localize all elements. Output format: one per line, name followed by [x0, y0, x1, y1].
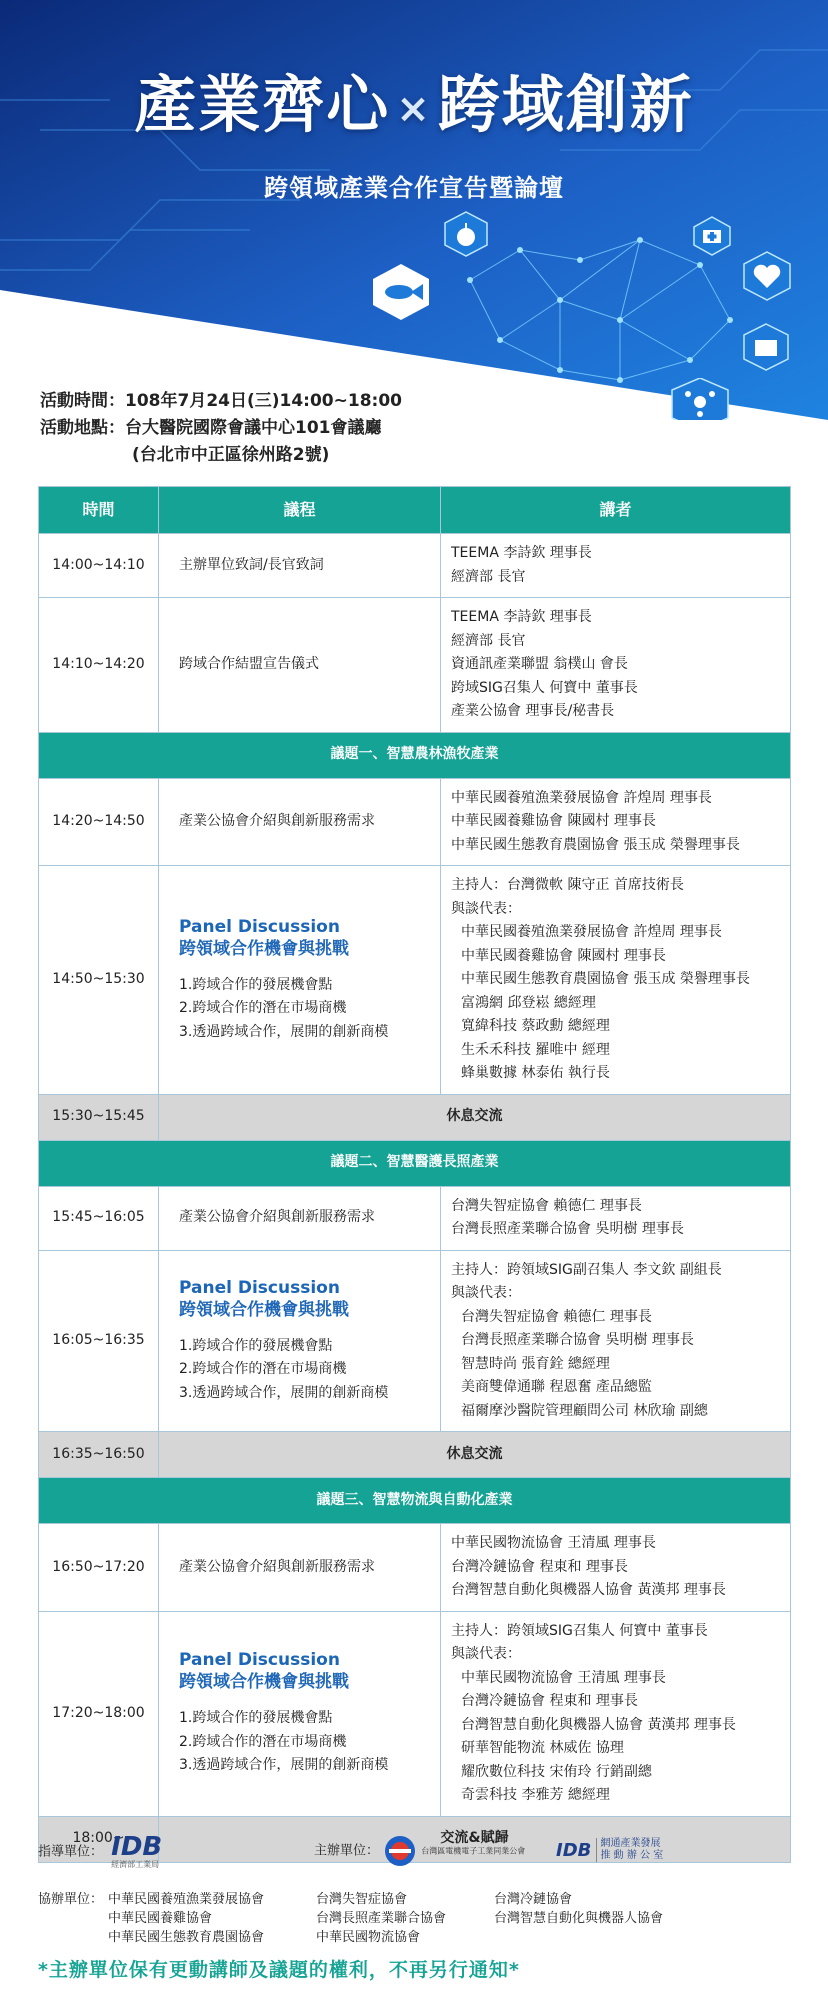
hero-banner	[0, 0, 828, 420]
row-time: 14:50~15:30	[39, 866, 159, 1095]
row-time: 14:10~14:20	[39, 598, 159, 733]
row-time: 16:50~17:20	[39, 1524, 159, 1612]
row-time: 14:00~14:10	[39, 534, 159, 598]
panel-title-zh: 跨領域合作機會與挑戰	[179, 1672, 349, 1693]
speaker: 產業公協會 理事長/秘書長	[451, 703, 615, 719]
section-title: 議題三、智慧物流與自動化產業	[39, 1478, 791, 1524]
host-label: 主辦單位：	[314, 1843, 380, 1859]
row-time: 18:00~	[39, 1816, 159, 1862]
table-row	[39, 598, 791, 733]
co-org: 中華民國物流協會	[316, 1930, 421, 1945]
row-time: 16:35~16:50	[39, 1432, 159, 1478]
co-org: 台灣冷鏈協會	[494, 1892, 573, 1907]
header-time: 時間	[39, 487, 159, 534]
panel-item: 1.跨域合作的發展機會點	[179, 976, 333, 993]
row-time: 16:05~16:35	[39, 1250, 159, 1432]
panelist: 美商雙偉通聯 程恩奮 產品總監	[461, 1379, 652, 1395]
section-row	[39, 732, 791, 778]
table-row	[39, 778, 791, 866]
row-time: 17:20~18:00	[39, 1611, 159, 1816]
panel-items	[179, 974, 439, 1045]
co-org: 台灣智慧自動化與機器人協會	[494, 1911, 664, 1926]
speaker: 經濟部 長官	[451, 568, 526, 585]
event-place-label: 活動地點：	[40, 418, 125, 438]
speaker: 台灣失智症協會 賴德仁 理事長	[451, 1197, 642, 1214]
speaker: 台灣智慧自動化與機器人協會 黃漢邦 理事長	[451, 1582, 726, 1598]
speaker: 中華民國養殖漁業發展協會 許煌周 理事長	[451, 789, 712, 806]
guide-unit	[38, 1834, 162, 1870]
table-row	[39, 1524, 791, 1612]
panel-host: 主持人：台灣微軟 陳守正 首席技術長	[451, 877, 684, 893]
speaker: TEEMA 李詩欽 理事長	[451, 545, 592, 561]
medical-kit-icon	[690, 215, 734, 257]
row-speakers	[441, 1186, 791, 1250]
section-title: 議題二、智慧醫護長照產業	[39, 1140, 791, 1186]
host-org: 台灣區電機電子工業同業公會	[421, 1846, 526, 1856]
panel-title-zh: 跨領域合作機會與挑戰	[179, 938, 349, 959]
row-time: 15:45~16:05	[39, 1186, 159, 1250]
panel-item: 1.跨域合作的發展機會點	[179, 1337, 333, 1354]
co-org: 中華民國養殖漁業發展協會	[108, 1892, 265, 1907]
panelist: 台灣長照產業聯合協會 吳明樹 理事長	[461, 1332, 694, 1348]
speaker: 台灣長照產業聯合協會 吳明樹 理事長	[451, 1221, 684, 1237]
panel-items	[179, 1335, 439, 1406]
panelists-label: 與談代表：	[451, 1285, 521, 1301]
row-topic: 主辦單位致詞/長官致詞	[159, 534, 441, 598]
section-title: 議題一、智慧農林漁牧產業	[39, 732, 791, 778]
panel-title-en: Panel Discussion	[179, 916, 340, 937]
event-place-value: 台大醫院國際會議中心101會議廳	[125, 418, 382, 438]
table-header-row	[39, 487, 791, 534]
dept-name-line2: 推 動 辦 公 室	[600, 1850, 664, 1861]
fish-icon	[369, 262, 433, 322]
panelist: 中華民國生態教育農園協會 張玉成 榮譽理事長	[461, 971, 750, 987]
panel-row	[39, 1611, 791, 1816]
break-row	[39, 1094, 791, 1140]
section-row	[39, 1140, 791, 1186]
hero-title-left: 產業齊心	[134, 68, 391, 141]
panel-items	[179, 1707, 439, 1778]
hero-subtitle: 跨領域產業合作宣告暨論壇	[264, 174, 564, 202]
row-speakers	[441, 778, 791, 866]
panelist: 耀欣數位科技 宋侑玲 行銷副總	[461, 1763, 652, 1780]
dept-logo: IDB	[556, 1839, 592, 1861]
panel-topic	[159, 1250, 441, 1432]
panel-item: 2.跨域合作的潛在市場商機	[179, 1000, 347, 1016]
header-agenda: 議程	[159, 487, 441, 534]
panel-host: 主持人：跨領域SIG副召集人 李文欽 副組長	[451, 1261, 722, 1278]
event-time	[40, 388, 402, 415]
speaker: 台灣冷鏈協會 程東和 理事長	[451, 1558, 628, 1575]
panel-row	[39, 866, 791, 1095]
panel-title-en: Panel Discussion	[179, 1650, 340, 1671]
break-row	[39, 1432, 791, 1478]
row-speakers	[441, 598, 791, 733]
hero-title	[0, 55, 828, 144]
panelist: 台灣冷鏈協會 程東和 理事長	[461, 1693, 638, 1709]
hero-title-right: 跨域創新	[437, 68, 694, 141]
box-icon	[740, 322, 792, 372]
speaker: 資通訊產業聯盟 翁樸山 會長	[451, 656, 628, 672]
break-label: 交流&賦歸	[159, 1816, 791, 1862]
idb-logo	[111, 1834, 162, 1870]
row-topic: 產業公協會介紹與創新服務需求	[159, 1524, 441, 1612]
dept-unit	[556, 1838, 663, 1862]
event-time-value: 108年7月24日(三)14:00~18:00	[125, 391, 402, 411]
section-row	[39, 1478, 791, 1524]
panelists-label: 與談代表：	[451, 1646, 521, 1662]
panelist: 研華智能物流 林威佐 協理	[461, 1740, 624, 1756]
panel-host: 主持人：跨領域SIG召集人 何寶中 董事長	[451, 1622, 708, 1639]
host-unit	[314, 1834, 525, 1868]
row-speakers	[441, 534, 791, 598]
panelist: 中華民國養雞協會 陳國村 理事長	[461, 947, 666, 964]
panelist: 中華民國物流協會 王清風 理事長	[461, 1669, 666, 1686]
co-col1	[108, 1890, 264, 1947]
row-time: 15:30~15:45	[39, 1094, 159, 1140]
panel-item: 3.透過跨域合作，展開的創新商模	[179, 1384, 389, 1401]
event-time-label: 活動時間：	[40, 391, 125, 411]
header-speaker: 講者	[441, 487, 791, 534]
speaker: 中華民國物流協會 王清風 理事長	[451, 1535, 656, 1551]
panel-row	[39, 1250, 791, 1432]
co-org: 中華民國生態教育農園協會	[108, 1930, 265, 1945]
co-org: 台灣失智症協會	[316, 1892, 408, 1907]
guide-label: 指導單位：	[38, 1844, 104, 1860]
heart-pulse-icon	[740, 250, 794, 302]
disclaimer-note: *主辦單位保有更動講師及議題的權利，不再另行通知*	[38, 1959, 520, 1981]
speaker: 中華民國生態教育農園協會 張玉成 榮譽理事長	[451, 836, 740, 853]
agenda-table	[38, 486, 791, 1863]
idb-logo-text: IDB	[111, 1832, 163, 1862]
panelist: 奇雲科技 李雅芳 總經理	[461, 1787, 610, 1803]
speaker: TEEMA 李詩欽 理事長	[451, 609, 592, 625]
row-speakers	[441, 1250, 791, 1432]
hero-title-cross: ×	[396, 85, 432, 132]
break-label: 休息交流	[159, 1432, 791, 1478]
co-col3	[494, 1890, 663, 1928]
panelist: 福爾摩沙醫院管理顧問公司 林欣瑜 副總	[461, 1402, 708, 1419]
panelist: 富鴻網 邱登崧 總經理	[461, 994, 596, 1011]
panel-item: 3.透過跨域合作，展開的創新商模	[179, 1757, 389, 1774]
speaker: 中華民國養雞協會 陳國村 理事長	[451, 813, 656, 829]
table-row	[39, 534, 791, 598]
row-speakers	[441, 866, 791, 1095]
co-col2	[316, 1890, 446, 1947]
panelist: 台灣失智症協會 賴德仁 理事長	[461, 1308, 652, 1325]
speaker: 跨域SIG召集人 何寶中 董事長	[451, 679, 638, 696]
dept-name	[596, 1838, 664, 1862]
panel-item: 1.跨域合作的發展機會點	[179, 1710, 333, 1727]
panel-title-zh: 跨領域合作機會與挑戰	[179, 1299, 349, 1320]
panelist: 生禾禾科技 羅唯中 經理	[461, 1041, 610, 1058]
break-label: 休息交流	[159, 1094, 791, 1140]
dept-name-line1: 網通產業發展	[600, 1838, 661, 1849]
idb-logo-sub: 經濟部工業局	[111, 1860, 160, 1869]
panel-item: 2.跨域合作的潛在市場商機	[179, 1361, 347, 1377]
panelist: 蜂巢數據 林泰佑 執行長	[461, 1065, 610, 1081]
panel-topic	[159, 1611, 441, 1816]
event-address: (台北市中正區徐州路2號)	[132, 445, 330, 465]
row-speakers	[441, 1611, 791, 1816]
panelist: 智慧時尚 張育銓 總經理	[461, 1355, 610, 1372]
panelist: 台灣智慧自動化與機器人協會 黃漢邦 理事長	[461, 1716, 736, 1733]
row-speakers	[441, 1524, 791, 1612]
panelists-label: 與談代表：	[451, 900, 521, 917]
row-time: 14:20~14:50	[39, 778, 159, 866]
co-org: 台灣長照產業聯合協會	[316, 1911, 447, 1926]
panelist: 寬緯科技 蔡政勳 總經理	[461, 1018, 610, 1034]
event-place	[40, 415, 402, 442]
row-topic: 跨域合作結盟宣告儀式	[159, 598, 441, 733]
table-row	[39, 1186, 791, 1250]
row-topic: 產業公協會介紹與創新服務需求	[159, 778, 441, 866]
panelist: 中華民國養殖漁業發展協會 許煌周 理事長	[461, 924, 722, 940]
event-info	[40, 388, 402, 469]
co-org: 中華民國養雞協會	[108, 1911, 213, 1926]
panel-title-en: Panel Discussion	[179, 1277, 340, 1298]
apple-icon	[441, 210, 491, 258]
teema-logo-icon	[383, 1834, 417, 1868]
co-label: 協辦單位：	[38, 1892, 104, 1907]
panel-topic	[159, 866, 441, 1095]
row-topic: 產業公協會介紹與創新服務需求	[159, 1186, 441, 1250]
network-icon	[668, 378, 732, 420]
speaker: 經濟部 長官	[451, 632, 526, 649]
panel-item: 2.跨域合作的潛在市場商機	[179, 1733, 347, 1750]
panel-item: 3.透過跨域合作，展開的創新商模	[179, 1023, 389, 1040]
